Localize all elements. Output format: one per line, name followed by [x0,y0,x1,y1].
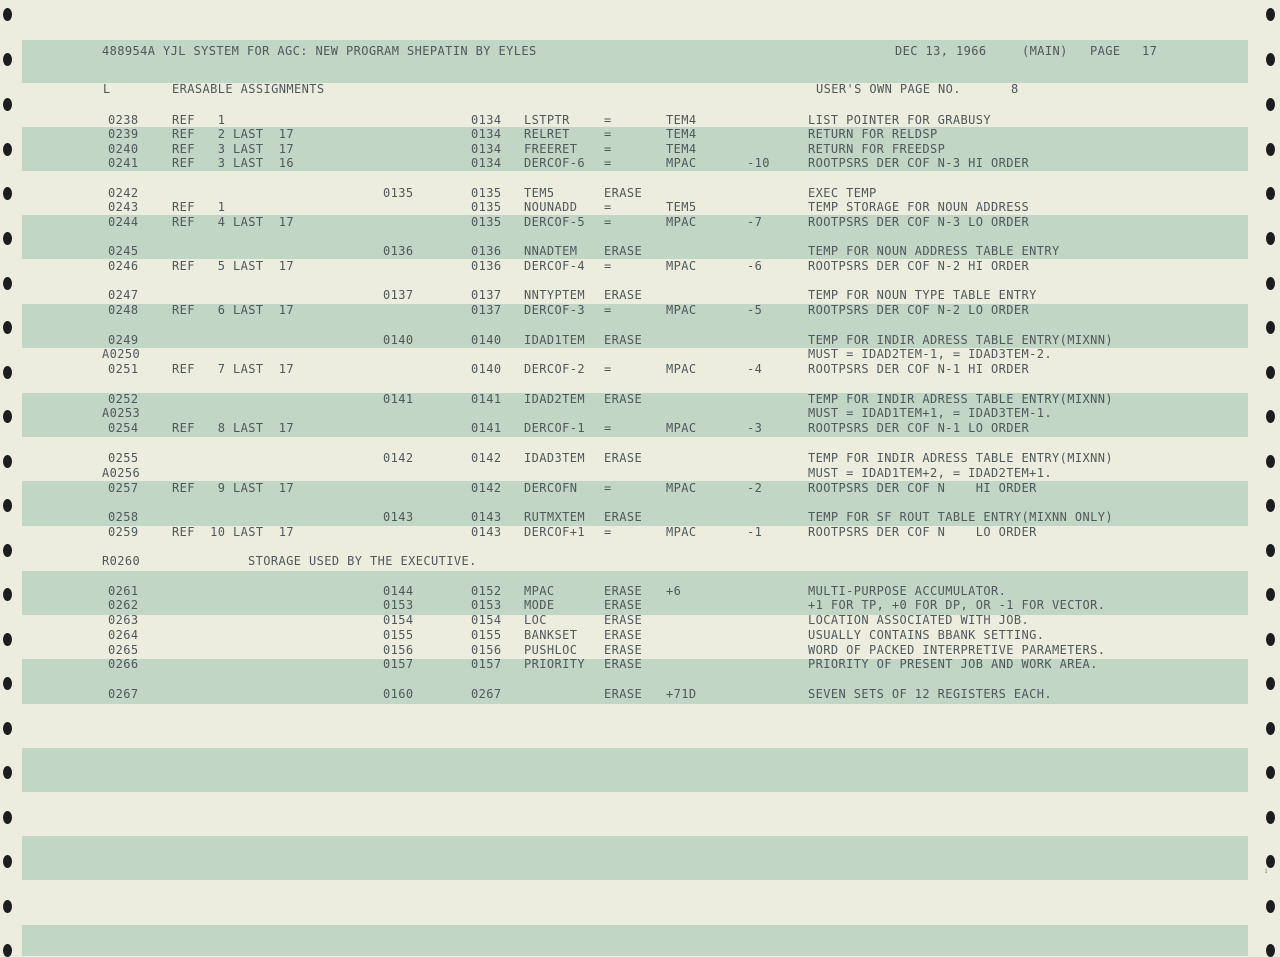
users-page-number: 8 [1011,82,1019,96]
listing-line [0,347,1280,361]
listing-line [0,643,1280,657]
comment: ROOTPSRS DER COF N-1 LO ORDER [808,421,1030,435]
opcode: = [604,362,612,376]
listing-subheader [0,82,1280,96]
address: 0135 [471,186,502,200]
address: 0152 [471,584,502,598]
address: 0267 [471,687,502,701]
section-remark: STORAGE USED BY THE EXECUTIVE. [248,554,477,568]
address: 0155 [471,628,502,642]
address: 0141 [471,392,502,406]
address: 0134 [471,127,502,141]
subheader-marker: L [103,82,111,96]
symbol: LOC [524,613,547,627]
ref-count: REF 9 LAST 17 [172,481,294,495]
listing-line [0,259,1280,273]
listing-line [0,406,1280,420]
opcode: ERASE [604,244,643,258]
margin-edge-mark: ⋯ [1262,868,1272,874]
symbol: FREERET [524,142,578,156]
comment: ROOTPSRS DER COF N-2 HI ORDER [808,259,1030,273]
listing-line [0,113,1280,127]
offset-value: -6 [747,259,763,273]
users-page-label: USER'S OWN PAGE NO. [816,82,961,96]
comment: TEMP FOR INDIR ADRESS TABLE ENTRY(MIXNN) [808,392,1113,406]
subheader-title: ERASABLE ASSIGNMENTS [172,82,325,96]
ref-count: REF 10 LAST 17 [172,525,294,539]
operand: MPAC [666,421,697,435]
listing-line [0,554,1280,568]
opcode: = [604,127,612,141]
opcode: ERASE [604,643,643,657]
location: 0136 [383,244,414,258]
opcode: = [604,113,612,127]
offset-value: -4 [747,362,763,376]
listing-line [0,466,1280,480]
offset-value: -3 [747,421,763,435]
operand: MPAC [666,481,697,495]
comment: ROOTPSRS DER COF N-3 HI ORDER [808,156,1030,170]
ref-count: REF 1 [172,113,226,127]
address: 0140 [471,333,502,347]
opcode: ERASE [604,584,643,598]
opcode: = [604,259,612,273]
location: 0160 [383,687,414,701]
listing-line [0,481,1280,495]
comment: EXEC TEMP [808,186,877,200]
operand: MPAC [666,362,697,376]
comment: MUST = IDAD1TEM+1, = IDAD3TEM-1. [808,406,1052,420]
symbol: IDAD2TEM [524,392,585,406]
header-date: DEC 13, 1966 [895,44,987,58]
line-number: 0247 [108,288,139,302]
symbol: NOUNADD [524,200,578,214]
symbol: PUSHLOC [524,643,578,657]
address: 0154 [471,613,502,627]
line-number: 0254 [108,421,139,435]
symbol: IDAD3TEM [524,451,585,465]
header-tag: (MAIN) [1022,44,1068,58]
ref-count: REF 3 LAST 16 [172,156,294,170]
listing-line [0,215,1280,229]
ref-count: REF 4 LAST 17 [172,215,294,229]
symbol: DERCOF-5 [524,215,585,229]
ref-count: REF 7 LAST 17 [172,362,294,376]
location: 0155 [383,628,414,642]
location: 0135 [383,186,414,200]
paper-band [22,925,1248,956]
listing-line [0,244,1280,258]
symbol: TEM5 [524,186,555,200]
line-number: 0257 [108,481,139,495]
feed-hole [3,900,12,913]
listing-line [0,451,1280,465]
opcode: ERASE [604,613,643,627]
line-number: 0263 [108,613,139,627]
opcode: = [604,421,612,435]
location: 0140 [383,333,414,347]
opcode: ERASE [604,288,643,302]
address: 0141 [471,421,502,435]
header-title: 488954A YJL SYSTEM FOR AGC: NEW PROGRAM SHEPATIN BY EYLES [102,44,537,58]
location: 0153 [383,598,414,612]
operand: TEM4 [666,127,697,141]
offset-value: -5 [747,303,763,317]
comment: TEMP STORAGE FOR NOUN ADDRESS [808,200,1030,214]
opcode: ERASE [604,598,643,612]
operand: MPAC [666,303,697,317]
address: 0134 [471,142,502,156]
line-number: 0264 [108,628,139,642]
comment: WORD OF PACKED INTERPRETIVE PARAMETERS. [808,643,1106,657]
listing-line [0,142,1280,156]
comment: ROOTPSRS DER COF N LO ORDER [808,525,1037,539]
ref-count: REF 1 [172,200,226,214]
location: 0144 [383,584,414,598]
comment: +1 FOR TP, +0 FOR DP, OR -1 FOR VECTOR. [808,598,1106,612]
line-number: 0239 [108,127,139,141]
opcode: = [604,200,612,214]
offset-value: -10 [747,156,770,170]
operand: +71D [666,687,697,701]
listing-line [0,127,1280,141]
symbol: PRIORITY [524,657,585,671]
opcode: ERASE [604,451,643,465]
listing-line [0,613,1280,627]
comment: TEMP FOR SF ROUT TABLE ENTRY(MIXNN ONLY) [808,510,1113,524]
symbol: RUTMXTEM [524,510,585,524]
opcode: ERASE [604,687,643,701]
listing-line [0,156,1280,170]
address: 0135 [471,215,502,229]
location: 0156 [383,643,414,657]
address: 0136 [471,259,502,273]
address: 0137 [471,303,502,317]
symbol: DERCOF-4 [524,259,585,273]
address: 0135 [471,200,502,214]
line-number: 0244 [108,215,139,229]
line-number: 0238 [108,113,139,127]
feed-hole [3,811,12,824]
comment: LIST POINTER FOR GRABUSY [808,113,991,127]
opcode: = [604,303,612,317]
comment: RETURN FOR RELDSP [808,127,938,141]
listing-line [0,657,1280,671]
listing-line [0,362,1280,376]
feed-hole [3,722,12,735]
symbol: DERCOF-3 [524,303,585,317]
paper-band [22,748,1248,792]
comment: PRIORITY OF PRESENT JOB AND WORK AREA. [808,657,1098,671]
comment: RETURN FOR FREEDSP [808,142,946,156]
comment: TEMP FOR INDIR ADRESS TABLE ENTRY(MIXNN) [808,451,1113,465]
line-number: 0248 [108,303,139,317]
comment: TEMP FOR NOUN TYPE TABLE ENTRY [808,288,1037,302]
operand: TEM5 [666,200,697,214]
line-number: 0261 [108,584,139,598]
opcode: = [604,481,612,495]
address: 0136 [471,244,502,258]
listing-line [0,687,1280,701]
address: 0142 [471,451,502,465]
listing-line [0,303,1280,317]
operand: MPAC [666,156,697,170]
line-number: 0267 [108,687,139,701]
location: 0141 [383,392,414,406]
line-number: A0253 [102,406,141,420]
listing-line [0,333,1280,347]
symbol: NNADTEM [524,244,578,258]
address: 0143 [471,510,502,524]
operand: +6 [666,584,682,598]
comment: ROOTPSRS DER COF N-2 LO ORDER [808,303,1030,317]
feed-hole [3,944,12,957]
line-number: A0250 [102,347,141,361]
feed-hole [1266,811,1275,824]
ref-count: REF 3 LAST 17 [172,142,294,156]
listing-line [0,510,1280,524]
comment: TEMP FOR NOUN ADDRESS TABLE ENTRY [808,244,1060,258]
listing-line [0,525,1280,539]
comment: SEVEN SETS OF 12 REGISTERS EACH. [808,687,1052,701]
listing-line [0,421,1280,435]
location: 0157 [383,657,414,671]
feed-hole [1266,98,1275,111]
opcode: = [604,215,612,229]
comment: ROOTPSRS DER COF N-3 LO ORDER [808,215,1030,229]
opcode: ERASE [604,628,643,642]
address: 0134 [471,156,502,170]
address: 0140 [471,362,502,376]
address: 0157 [471,657,502,671]
opcode: ERASE [604,657,643,671]
comment: ROOTPSRS DER COF N-1 HI ORDER [808,362,1030,376]
operand: TEM4 [666,113,697,127]
symbol: BANKSET [524,628,578,642]
feed-hole [1266,8,1275,21]
address: 0143 [471,525,502,539]
ref-count: REF 2 LAST 17 [172,127,294,141]
feed-hole [3,855,12,868]
opcode: = [604,525,612,539]
line-number: 0266 [108,657,139,671]
symbol: MODE [524,598,555,612]
location: 0154 [383,613,414,627]
feed-hole [1266,722,1275,735]
line-number: 0259 [108,525,139,539]
line-number: 0242 [108,186,139,200]
symbol: RELRET [524,127,570,141]
comment: USUALLY CONTAINS BBANK SETTING. [808,628,1045,642]
feed-hole [1266,766,1275,779]
operand: TEM4 [666,142,697,156]
line-number: 0262 [108,598,139,612]
comment: TEMP FOR INDIR ADRESS TABLE ENTRY(MIXNN) [808,333,1113,347]
symbol: DERCOFN [524,481,578,495]
paper-band [22,836,1248,880]
comment: LOCATION ASSOCIATED WITH JOB. [808,613,1030,627]
address: 0153 [471,598,502,612]
ref-count: REF 5 LAST 17 [172,259,294,273]
operand: MPAC [666,259,697,273]
operand: MPAC [666,215,697,229]
address: 0156 [471,643,502,657]
line-number: 0252 [108,392,139,406]
symbol: DERCOF+1 [524,525,585,539]
feed-hole [1266,900,1275,913]
listing-line [0,598,1280,612]
location: 0143 [383,510,414,524]
header-page-number: 17 [1142,44,1158,58]
offset-value: -7 [747,215,763,229]
line-number: 0265 [108,643,139,657]
listing-line [0,288,1280,302]
line-number: 0258 [108,510,139,524]
comment: MULTI-PURPOSE ACCUMULATOR. [808,584,1007,598]
offset-value: -1 [747,525,763,539]
location: 0137 [383,288,414,302]
feed-hole [3,8,12,21]
offset-value: -2 [747,481,763,495]
line-number: R0260 [102,554,141,568]
opcode: ERASE [604,510,643,524]
ref-count: REF 8 LAST 17 [172,421,294,435]
listing-line [0,628,1280,642]
listing-header [0,44,1280,58]
line-number: 0240 [108,142,139,156]
location: 0142 [383,451,414,465]
symbol: NNTYPTEM [524,288,585,302]
symbol: DERCOF-1 [524,421,585,435]
comment: MUST = IDAD2TEM-1, = IDAD3TEM-2. [808,347,1052,361]
listing-line [0,392,1280,406]
symbol: DERCOF-2 [524,362,585,376]
feed-hole [3,766,12,779]
symbol: DERCOF-6 [524,156,585,170]
address: 0134 [471,113,502,127]
opcode: = [604,142,612,156]
comment: MUST = IDAD1TEM+2, = IDAD2TEM+1. [808,466,1052,480]
address: 0137 [471,288,502,302]
line-number: 0243 [108,200,139,214]
opcode: ERASE [604,186,643,200]
line-number: A0256 [102,466,141,480]
feed-hole [1266,944,1275,957]
comment: ROOTPSRS DER COF N HI ORDER [808,481,1037,495]
header-page-label: PAGE [1090,44,1121,58]
feed-hole [1266,855,1275,868]
operand: MPAC [666,525,697,539]
symbol: IDAD1TEM [524,333,585,347]
line-number: 0251 [108,362,139,376]
address: 0142 [471,481,502,495]
line-number: 0245 [108,244,139,258]
line-number: 0255 [108,451,139,465]
listing-line [0,200,1280,214]
symbol: LSTPTR [524,113,570,127]
opcode: ERASE [604,392,643,406]
ref-count: REF 6 LAST 17 [172,303,294,317]
symbol: MPAC [524,584,555,598]
line-number: 0241 [108,156,139,170]
opcode: ERASE [604,333,643,347]
listing-line [0,584,1280,598]
line-number: 0246 [108,259,139,273]
line-number: 0249 [108,333,139,347]
listing-line [0,186,1280,200]
opcode: = [604,156,612,170]
